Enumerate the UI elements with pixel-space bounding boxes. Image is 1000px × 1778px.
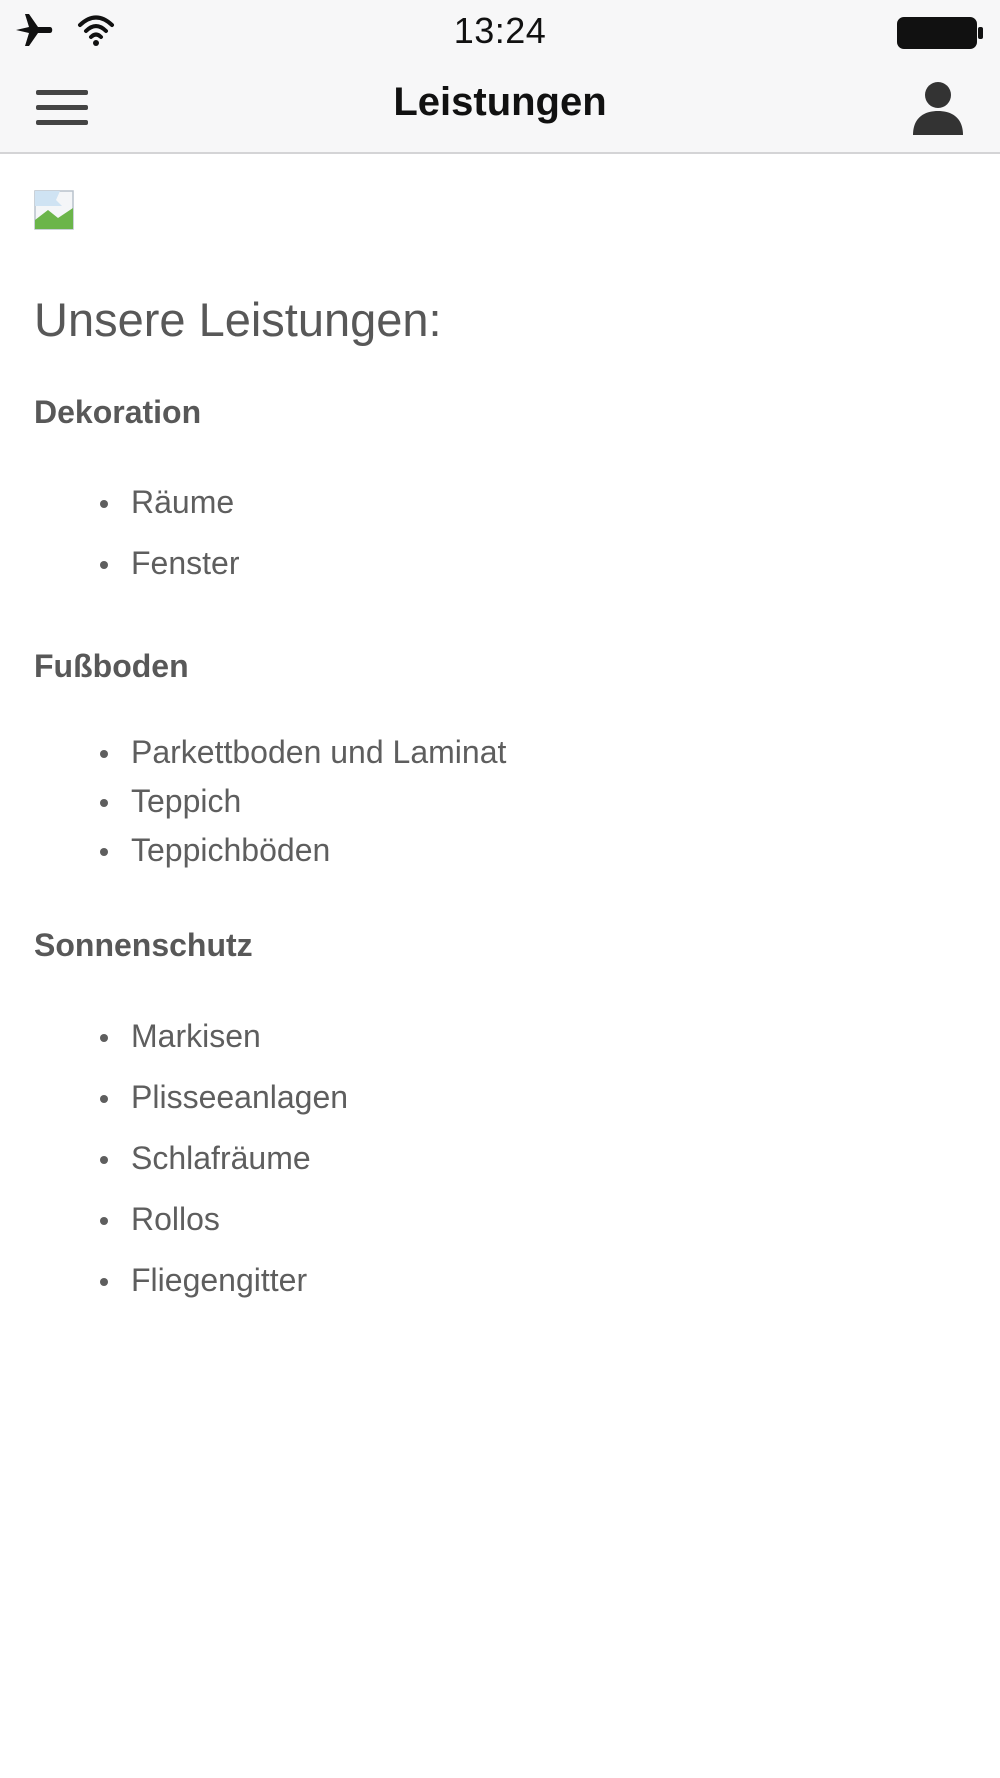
list-item: Fliegengitter <box>131 1262 308 1298</box>
status-bar <box>0 0 1000 62</box>
section-title-fussboden: Fußboden <box>34 648 189 684</box>
status-time: 13:24 <box>453 10 547 51</box>
content-heading: Unsere Leistungen: <box>34 293 442 346</box>
profile-button[interactable] <box>904 74 972 142</box>
list-item: Markisen <box>131 1018 261 1054</box>
list-item: Schlafräume <box>131 1140 311 1176</box>
battery-icon <box>896 16 986 50</box>
list-item: Fenster <box>131 545 240 581</box>
broken-image-icon <box>34 190 74 230</box>
user-icon <box>909 79 967 137</box>
navigation-bar <box>0 62 1000 154</box>
section-title-sonnenschutz: Sonnenschutz <box>34 927 253 963</box>
list-item: Teppichböden <box>131 832 331 868</box>
list-item: Parkettboden und Laminat <box>131 734 507 770</box>
list-item: Plisseeanlagen <box>131 1079 349 1115</box>
list-item: Räume <box>131 484 235 520</box>
list-item: Teppich <box>131 783 242 819</box>
section-title-dekoration: Dekoration <box>34 394 202 430</box>
page-title: Leistungen <box>393 80 607 124</box>
list-item: Rollos <box>131 1201 220 1237</box>
